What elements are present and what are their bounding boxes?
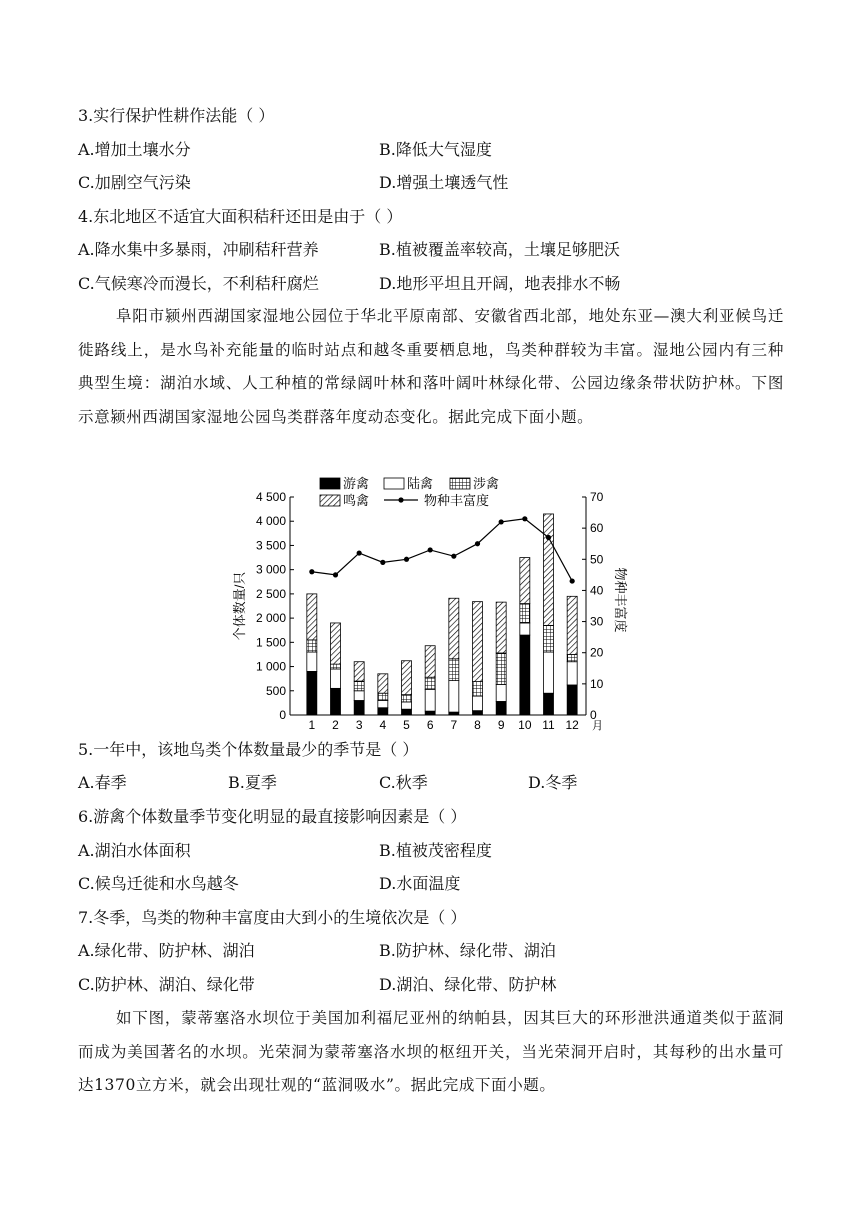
y-axis-title: 个体数量/只 xyxy=(232,571,247,641)
bar-segment xyxy=(449,598,459,659)
legend-label: 鸣禽 xyxy=(343,493,370,508)
bar-segment xyxy=(567,654,577,661)
bar-segment xyxy=(331,669,341,688)
bar-segment xyxy=(520,558,530,604)
legend-swatch xyxy=(450,478,470,489)
chart-bars xyxy=(307,514,577,715)
bar-segment xyxy=(496,701,506,715)
y2-tick-label: 50 xyxy=(590,552,604,567)
bar-segment xyxy=(425,677,435,689)
q3-option-d: D.增强土壤透气性 xyxy=(379,173,509,192)
q7-option-a: A.绿化带、防护林、湖泊 xyxy=(78,941,255,960)
richness-point xyxy=(380,560,385,565)
richness-point xyxy=(357,550,362,555)
bar-segment xyxy=(567,662,577,685)
bar-segment xyxy=(354,700,364,715)
y-tick-label: 2 000 xyxy=(255,611,286,626)
bar-segment xyxy=(473,682,483,697)
y-tick-label: 500 xyxy=(265,683,286,698)
x-tick-label: 1 xyxy=(308,718,316,732)
y2-tick-label: 30 xyxy=(590,614,604,629)
bar-segment xyxy=(425,689,435,711)
passage-wetland: 阜阳市颍州西湖国家湿地公园位于华北平原南部、安徽省西北部，地处东亚—澳大利亚候鸟迁徙路线上，是水鸟补充能量的临时站点和越冬重要栖息地，鸟类种群较为丰富。湿地公园内有三种典型生境：湖泊水域、人工种植的常绿阔叶林和落叶阔叶林绿化带、公园边缘条带状防护林。下图示意颍州西湖国家湿地公园鸟类群落年度动态变化。据此完成下面小题。 xyxy=(78,307,784,426)
legend-label: 陆禽 xyxy=(407,476,434,491)
bar-segment xyxy=(567,596,577,654)
bar-segment xyxy=(402,709,412,715)
q4-option-c: C.气候寒冷而漫长，不利秸秆腐烂 xyxy=(78,274,319,293)
richness-point xyxy=(570,578,575,583)
y2-tick-label: 0 xyxy=(590,708,597,722)
bar-segment xyxy=(449,681,459,712)
bird-community-chart xyxy=(228,475,628,733)
bar-segment xyxy=(520,604,530,623)
y2-tick-label: 20 xyxy=(590,645,604,660)
q5-option-d: D.冬季 xyxy=(528,773,578,792)
x-tick-label: 9 xyxy=(497,718,505,732)
bar-segment xyxy=(544,652,554,693)
richness-point xyxy=(522,516,527,521)
q3-option-b: B.降低大气湿度 xyxy=(379,140,492,159)
y2-tick-label: 60 xyxy=(590,521,604,536)
bar-segment xyxy=(331,688,341,715)
bar-segment xyxy=(496,684,506,701)
x-tick-label: 6 xyxy=(426,718,434,732)
bar-segment xyxy=(402,661,412,695)
y-tick-label: 1 000 xyxy=(255,659,286,674)
x-tick-label: 4 xyxy=(379,718,387,732)
bar-segment xyxy=(544,625,554,652)
legend-line-marker xyxy=(398,497,403,502)
q6-option-b: B.植被茂密程度 xyxy=(379,841,492,860)
bar-segment xyxy=(520,623,530,635)
y-tick-label: 4 000 xyxy=(255,514,286,529)
richness-line xyxy=(309,516,575,583)
y-tick-label: 3 000 xyxy=(255,562,286,577)
legend-swatch xyxy=(320,478,340,489)
q7-option-c: C.防护林、湖泊、绿化带 xyxy=(78,975,255,994)
q3-option-a: A.增加土壤水分 xyxy=(78,140,191,159)
q5-option-b: B.夏季 xyxy=(228,773,277,792)
richness-point xyxy=(499,519,504,524)
chart-legend xyxy=(320,476,499,508)
q4-option-d: D.地形平坦且开阔，地表排水不畅 xyxy=(379,274,621,293)
bar-segment xyxy=(378,693,388,700)
y-tick-label: 4 500 xyxy=(255,490,286,504)
passage-dam: 如下图，蒙蒂塞洛水坝位于美国加利福尼亚州的纳帕县，因其巨大的环形泄洪通道类似于蓝洞而成为美国著名的水坝。光荣洞为蒙蒂塞洛水坝的枢纽开关，当光荣洞开启时，其每秒的出水量可达1370立方米，就会出现壮观的“蓝洞吸水”。据此完成下面小题。 xyxy=(78,1009,784,1094)
legend-swatch xyxy=(384,478,404,489)
bar-segment xyxy=(307,652,317,671)
x-tick-label: 2 xyxy=(332,718,339,732)
bar-segment xyxy=(449,659,459,681)
x-tick-label: 11 xyxy=(542,718,555,732)
x-unit-label: 月 xyxy=(592,720,603,732)
bar-segment xyxy=(354,681,364,691)
question-3-stem: 3.实行保护性耕作法能（ ） xyxy=(78,106,275,125)
bar-segment xyxy=(378,674,388,693)
bar-segment xyxy=(544,693,554,715)
y2-tick-label: 40 xyxy=(590,583,604,598)
bar-segment xyxy=(354,691,364,701)
x-tick-label: 3 xyxy=(355,718,363,732)
bar-segment xyxy=(473,696,483,711)
bar-segment xyxy=(425,711,435,715)
q3-option-c: C.加剧空气污染 xyxy=(78,173,191,192)
bar-segment xyxy=(473,602,483,682)
bar-segment xyxy=(425,646,435,677)
richness-point xyxy=(404,557,409,562)
q5-option-a: A.春季 xyxy=(78,773,127,792)
q6-option-d: D.水面温度 xyxy=(379,874,461,893)
richness-point xyxy=(333,572,338,577)
y2-tick-label: 70 xyxy=(590,490,604,504)
bar-segment xyxy=(307,594,317,640)
richness-point xyxy=(428,547,433,552)
q7-option-d: D.湖泊、绿化带、防护林 xyxy=(379,975,557,994)
q4-option-b: B.植被覆盖率较高，土壤足够肥沃 xyxy=(379,240,620,259)
bar-segment xyxy=(496,602,506,653)
richness-point xyxy=(546,535,551,540)
question-6-stem: 6.游禽个体数量季节变化明显的最直接影响因素是（ ） xyxy=(78,807,467,826)
y-tick-label: 2 500 xyxy=(255,586,286,601)
richness-point xyxy=(451,554,456,559)
q5-option-c: C.秋季 xyxy=(379,773,428,792)
q4-option-a: A.降水集中多暴雨，冲刷秸秆营养 xyxy=(78,240,319,259)
bar-segment xyxy=(449,712,459,715)
bar-segment xyxy=(378,708,388,715)
legend-label: 涉禽 xyxy=(473,476,500,491)
x-tick-label: 7 xyxy=(450,718,458,732)
x-tick-label: 8 xyxy=(474,718,481,732)
bar-segment xyxy=(378,700,388,707)
bar-segment xyxy=(567,685,577,715)
bar-segment xyxy=(331,623,341,664)
bar-segment xyxy=(402,702,412,709)
y-tick-label: 3 500 xyxy=(255,538,286,553)
richness-point xyxy=(309,569,314,574)
bar-segment xyxy=(331,664,341,669)
bar-segment xyxy=(520,635,530,715)
bar-segment xyxy=(402,695,412,702)
question-7-stem: 7.冬季，鸟类的物种丰富度由大到小的生境依次是（ ） xyxy=(78,908,467,927)
q7-option-b: B.防护林、绿化带、湖泊 xyxy=(379,941,556,960)
richness-polyline xyxy=(312,519,572,581)
q6-option-c: C.候鸟迁徙和水鸟越冬 xyxy=(78,874,239,893)
y-tick-label: 1 500 xyxy=(255,635,286,650)
bar-segment xyxy=(473,711,483,715)
y2-axis-title: 物种丰富度 xyxy=(613,567,628,633)
y2-tick-label: 10 xyxy=(590,676,604,691)
bar-segment xyxy=(354,662,364,681)
y-tick-label: 0 xyxy=(279,708,286,722)
bar-segment xyxy=(307,640,317,652)
question-5-stem: 5.一年中，该地鸟类个体数量最少的季节是（ ） xyxy=(78,740,419,759)
x-tick-label: 5 xyxy=(403,718,410,732)
bar-segment xyxy=(544,514,554,625)
bar-segment xyxy=(307,671,317,715)
question-4-stem: 4.东北地区不适宜大面积秸秆还田是由于（ ） xyxy=(78,207,403,226)
bar-segment xyxy=(496,653,506,684)
legend-swatch xyxy=(320,495,340,506)
legend-label: 物种丰富度 xyxy=(424,493,490,508)
x-tick-label: 10 xyxy=(518,718,532,732)
richness-point xyxy=(475,541,480,546)
legend-label: 游禽 xyxy=(343,476,370,491)
x-tick-label: 12 xyxy=(565,718,579,732)
q6-option-a: A.湖泊水体面积 xyxy=(78,841,191,860)
